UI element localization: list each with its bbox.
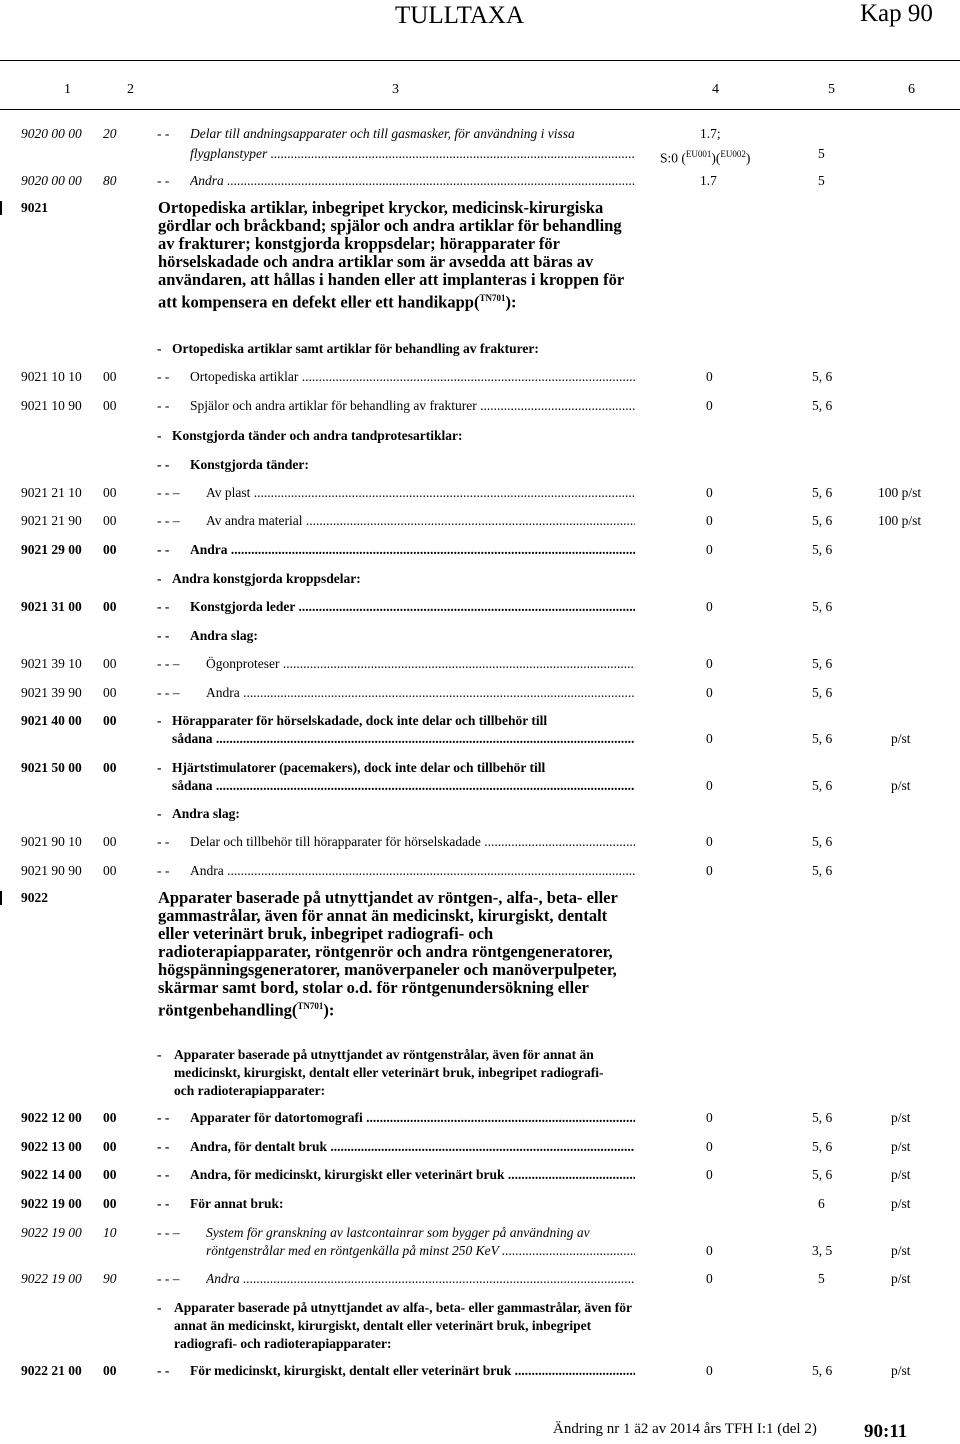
col6-value: p/st	[891, 731, 911, 746]
subcode: 00	[103, 713, 117, 728]
col4-value: 0	[706, 863, 713, 878]
description: Spjälor och andra artiklar för behandling av frakturer .....	[190, 397, 635, 415]
col4-value-2: S:0 ($^{EU001}$)($^{EU002}$)	[660, 149, 751, 166]
col4-value: 0	[706, 513, 713, 528]
column-number-5: 5	[828, 82, 835, 97]
col5-value: 5, 6	[812, 863, 833, 878]
col5-value: 5, 6	[812, 1110, 833, 1125]
dash: -	[157, 806, 162, 821]
col4-value: 0	[706, 398, 713, 413]
col4-value: 0	[706, 369, 713, 384]
dash: -	[157, 1300, 162, 1315]
code: 9021 31 00	[21, 599, 82, 614]
col6-value: p/st	[891, 1196, 911, 1211]
col5-value: 5, 6	[812, 513, 833, 528]
description: Andra, för medicinskt, kirurgiskt eller veterinärt bruk .....	[190, 1166, 635, 1184]
col5-value: 5, 6	[812, 1167, 833, 1182]
subcode: 00	[103, 685, 117, 700]
subcode: 00	[103, 863, 117, 878]
dash: - -	[157, 173, 170, 188]
code: 9022 19 00	[21, 1196, 82, 1211]
col4-value: 0	[706, 1139, 713, 1154]
description: Ögonproteser .....	[206, 655, 635, 673]
subcode: 00	[103, 599, 117, 614]
col6-value: p/st	[891, 1243, 911, 1258]
dash: - -	[157, 1167, 170, 1182]
description: Konstgjorda leder .....	[190, 598, 635, 616]
col4-value: 0	[706, 1167, 713, 1182]
col5-value: 5, 6	[812, 599, 833, 614]
col4-value: 0	[706, 731, 713, 746]
dash: - - –	[157, 656, 180, 671]
subcode: 00	[103, 1363, 117, 1378]
code: 9021 29 00	[21, 542, 82, 557]
section-label: Apparater baserade på utnyttjandet av röntgenstrålar, även för annat än medicinskt, kirurgiskt, dentalt eller veterinärt bruk, inbegripet radiografi- och radioterapiapparater:	[174, 1047, 604, 1098]
code: 9021 10 10	[21, 369, 82, 384]
description: Andra .....	[206, 1270, 635, 1288]
dash: - -	[157, 457, 170, 472]
col4-value: 0	[706, 778, 713, 793]
code: 9022 12 00	[21, 1110, 82, 1125]
code: 9021 39 90	[21, 685, 82, 700]
dash: - - –	[157, 513, 180, 528]
subcode: 00	[103, 398, 117, 413]
col5-value: 5, 6	[812, 369, 833, 384]
dash: - - –	[157, 1225, 180, 1240]
col5-value: 6	[818, 1196, 825, 1211]
dash: - -	[157, 542, 170, 557]
column-number-3: 3	[392, 82, 399, 97]
chapter-label: Kap 90	[860, 0, 933, 27]
col4-value: 0	[706, 1363, 713, 1378]
heading-text: Apparater baserade på utnyttjandet av röntgen-, alfa-, beta- eller gammastrålar, även för annat än medicinskt, kirurgiskt, dentalt eller veterinärt bruk, inbegripet radiografi- och radioterapiapparater, röntgenrör och andra röntgengeneratorer, högspänningsgeneratorer, manöverpaneler och manöverpulpeter, skärmar samt bord, stolar o.d. för röntgenundersökning eller röntgenbehandling($^{TN701}$):	[158, 888, 618, 1020]
change-bar	[0, 891, 2, 905]
col5-value: 5, 6	[812, 542, 833, 557]
change-bar	[0, 201, 2, 215]
description: Delar till andningsapparater och till gasmasker, för användning i vissa	[190, 126, 575, 141]
description: System för granskning av lastcontainrar som bygger på användning av	[206, 1225, 590, 1240]
heading-code: 9022	[21, 890, 48, 905]
dash: - -	[157, 1363, 170, 1378]
col6-value: p/st	[891, 1139, 911, 1154]
dash: - -	[157, 628, 170, 643]
description: Andra, för dentalt bruk .....	[190, 1138, 635, 1156]
col5-value: 5	[818, 146, 825, 161]
code: 9021 21 90	[21, 513, 82, 528]
subcode: 80	[103, 173, 117, 188]
col5-value: 5	[818, 173, 825, 188]
dash: - -	[157, 863, 170, 878]
col4-value: 0	[706, 685, 713, 700]
code: 9022 19 00	[21, 1271, 82, 1286]
dash: -	[157, 571, 162, 586]
col5-value: 5, 6	[812, 1363, 833, 1378]
section-label: Konstgjorda tänder:	[190, 457, 309, 472]
subcode: 00	[103, 1110, 117, 1125]
description: Av andra material .....	[206, 512, 635, 530]
code: 9021 50 00	[21, 760, 82, 775]
col6-value: 100 p/st	[878, 513, 922, 528]
heading-text: Ortopediska artiklar, inbegripet kryckor, medicinsk-kirurgiska gördlar och bråckband; spjälor och andra artiklar för behandling av frakturer; konstgjorda kroppsdelar; hörapparater för hörselskadade och andra artiklar som är avsedda att bäras av användaren, att hållas i handen eller att implanteras i kroppen för att kompensera en defekt eller ett handikapp($^{TN701}$):	[158, 198, 624, 312]
description: Andra .....	[190, 541, 635, 559]
code: 9020 00 00	[21, 173, 82, 188]
code: 9021 40 00	[21, 713, 82, 728]
col5-value: 5, 6	[812, 731, 833, 746]
section-label: Ortopediska artiklar samt artiklar för behandling av frakturer:	[172, 341, 539, 356]
description: Hörapparater för hörselskadade, dock inte delar och tillbehör till	[172, 713, 548, 728]
subcode: 00	[103, 513, 117, 528]
dash: - -	[157, 398, 170, 413]
col5-value: 5, 6	[812, 398, 833, 413]
dash: - - –	[157, 1271, 180, 1286]
description: Delar och tillbehör till hörapparater för hörselskadade .....	[190, 833, 635, 851]
description-cont: röntgenstrålar med en röntgenkälla på minst 250 KeV .....	[206, 1242, 635, 1260]
column-number-2: 2	[127, 82, 134, 97]
subcode: 00	[103, 485, 117, 500]
code: 9022 14 00	[21, 1167, 82, 1182]
dash: - - –	[157, 685, 180, 700]
description-cont: sådana .....	[172, 777, 635, 795]
code: 9021 10 90	[21, 398, 82, 413]
description-cont: flygplanstyper .....	[190, 145, 635, 163]
description: Andra .....	[206, 684, 635, 702]
code: 9022 21 00	[21, 1363, 82, 1378]
dash: -	[157, 713, 162, 728]
description: Ortopediska artiklar .....	[190, 368, 635, 386]
description-cont: sådana .....	[172, 730, 635, 748]
code: 9021 39 10	[21, 656, 82, 671]
subcode: 00	[103, 1196, 117, 1211]
subcode: 00	[103, 656, 117, 671]
heading-code: 9021	[21, 200, 48, 215]
column-number-6: 6	[908, 82, 915, 97]
col4-value: 0	[706, 542, 713, 557]
section-label: Andra slag:	[190, 628, 258, 643]
dash: - -	[157, 1110, 170, 1125]
description: För annat bruk:	[190, 1196, 284, 1211]
code: 9022 19 00	[21, 1225, 82, 1240]
description: Andra .....	[190, 862, 635, 880]
col4-value: 1.7;	[700, 126, 721, 141]
col5-value: 3, 5	[812, 1243, 833, 1258]
subcode: 00	[103, 369, 117, 384]
header-rule-bottom	[0, 109, 960, 110]
code: 9022 13 00	[21, 1139, 82, 1154]
col6-value: p/st	[891, 1167, 911, 1182]
col6-value: p/st	[891, 778, 911, 793]
dash: -	[157, 760, 162, 775]
code: 9021 90 10	[21, 834, 82, 849]
subcode: 10	[103, 1225, 117, 1240]
code: 9021 90 90	[21, 863, 82, 878]
subcode: 00	[103, 542, 117, 557]
col6-value: p/st	[891, 1110, 911, 1125]
dash: - - –	[157, 485, 180, 500]
col5-value: 5, 6	[812, 834, 833, 849]
col4-value: 0	[706, 1110, 713, 1125]
col6-value: p/st	[891, 1363, 911, 1378]
col6-value: 100 p/st	[878, 485, 922, 500]
col4-value: 0	[706, 834, 713, 849]
col5-value: 5, 6	[812, 485, 833, 500]
dash: - -	[157, 126, 170, 141]
section-label: Andra slag:	[172, 806, 240, 821]
col5-value: 5, 6	[812, 685, 833, 700]
dash: - -	[157, 599, 170, 614]
code: 9020 00 00	[21, 126, 82, 141]
section-label: Apparater baserade på utnyttjandet av alfa-, beta- eller gammastrålar, även för annat än medicinskt, kirurgiskt, dentalt eller veterinärt bruk, inbegripet radiografi- och radioterapiapparater:	[174, 1300, 632, 1351]
header-rule-top	[0, 60, 960, 61]
page-number: 90:11	[864, 1421, 908, 1442]
dash: -	[157, 341, 162, 356]
page-title: TULLTAXA	[395, 2, 525, 29]
col6-value: p/st	[891, 1271, 911, 1286]
code: 9021 21 10	[21, 485, 82, 500]
col4-value: 0	[706, 656, 713, 671]
description: Hjärtstimulatorer (pacemakers), dock inte delar och tillbehör till	[172, 760, 546, 775]
col4-value: 0	[706, 599, 713, 614]
footer-note: Ändring nr 1 ä2 av 2014 års TFH I:1 (del 2)	[553, 1421, 817, 1437]
col4-value: 1.7	[700, 173, 717, 188]
col4-value: 0	[706, 1243, 713, 1258]
section-label: Konstgjorda tänder och andra tandprotesartiklar:	[172, 428, 463, 443]
dash: -	[157, 1047, 162, 1062]
col5-value: 5, 6	[812, 656, 833, 671]
subcode: 90	[103, 1271, 117, 1286]
column-number-4: 4	[712, 82, 719, 97]
description: För medicinskt, kirurgiskt, dentalt eller veterinärt bruk .....	[190, 1362, 635, 1380]
col4-value: 0	[706, 1271, 713, 1286]
column-number-1: 1	[64, 82, 71, 97]
description: Andra .....	[190, 172, 635, 190]
col5-value: 5, 6	[812, 778, 833, 793]
col5-value: 5, 6	[812, 1139, 833, 1154]
dash: - -	[157, 1196, 170, 1211]
col4-value: 0	[706, 485, 713, 500]
dash: - -	[157, 369, 170, 384]
col5-value: 5	[818, 1271, 825, 1286]
dash: - -	[157, 1139, 170, 1154]
section-label: Andra konstgjorda kroppsdelar:	[172, 571, 361, 586]
description: Av plast .....	[206, 484, 635, 502]
dash: -	[157, 428, 162, 443]
subcode: 00	[103, 1167, 117, 1182]
subcode: 00	[103, 760, 117, 775]
subcode: 00	[103, 1139, 117, 1154]
subcode: 20	[103, 126, 117, 141]
dash: - -	[157, 834, 170, 849]
description: Apparater för datortomografi .....	[190, 1109, 635, 1127]
subcode: 00	[103, 834, 117, 849]
